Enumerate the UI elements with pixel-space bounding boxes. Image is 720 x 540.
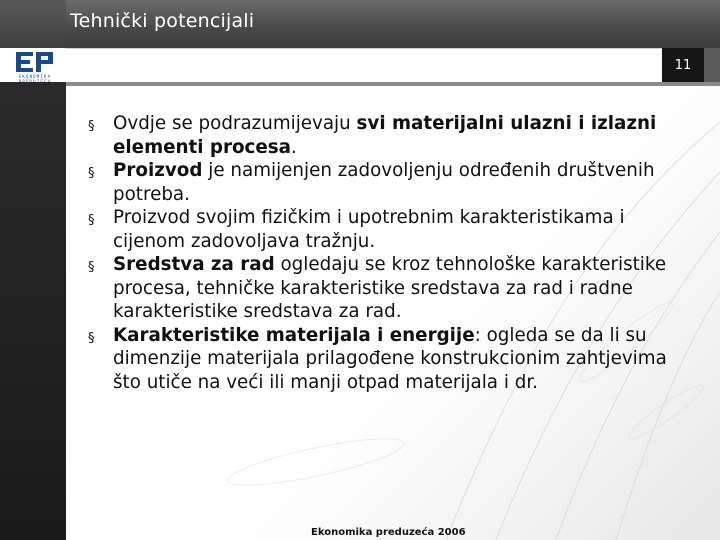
footer-text: Ekonomika preduzeća 2006 [311,527,466,538]
bullet-marker-icon: § [88,260,95,275]
bullet-text-bold: Sredstva za rad [113,254,275,275]
bullet-text: je namijenjen zadovoljenju određenih društvenih potreba. [113,160,655,205]
bullet-item [88,159,678,206]
bullet-marker-icon: § [88,213,95,228]
bullet-text: Proizvod svojim fizičkim i upotrebnim karakteristikama i cijenom zadovoljava tražnju. [113,207,625,252]
left-strip [0,82,66,540]
bullet-text-bold: Karakteristike materijala i energije [113,324,475,346]
logo [6,50,64,82]
logo-ep-icon [15,50,55,74]
bullet-list [88,112,678,394]
bullet-marker-icon: § [88,330,95,346]
bullet-text: ogledaju se kroz tehnološke karakteristike procesa, tehničke karakteristike sredstava za rad i radne karakteristike sredstava za rad. [113,254,667,322]
bullet-marker-icon: § [88,166,95,181]
slide-title: Tehnički potencijali [70,10,255,32]
bullet-text: Ovdje se podrazumijevaju [113,113,357,134]
top-left-block [0,0,66,48]
bullet-text-bold: svi materijalni ulazni i izlazni elementi procesa [113,113,657,158]
bullet-item [88,324,678,395]
bullet-text-bold: Proizvod [113,160,203,181]
bullet-text: : ogleda se da li su dimenzije materijala prilagođene konstrukcionim zahtjevima što utiče na veći ili manji otpad materijala i dr. [113,324,667,393]
header-right-bar [704,48,720,82]
header-band [66,48,720,82]
logo-subtitle: EKONOMIKA [18,74,52,79]
bullet-item [88,112,678,159]
bullet-item [88,253,678,324]
bullet-item [88,206,678,253]
bullet-text: . [291,136,297,158]
page-number: 11 [662,48,704,82]
bullet-marker-icon: § [88,119,95,134]
